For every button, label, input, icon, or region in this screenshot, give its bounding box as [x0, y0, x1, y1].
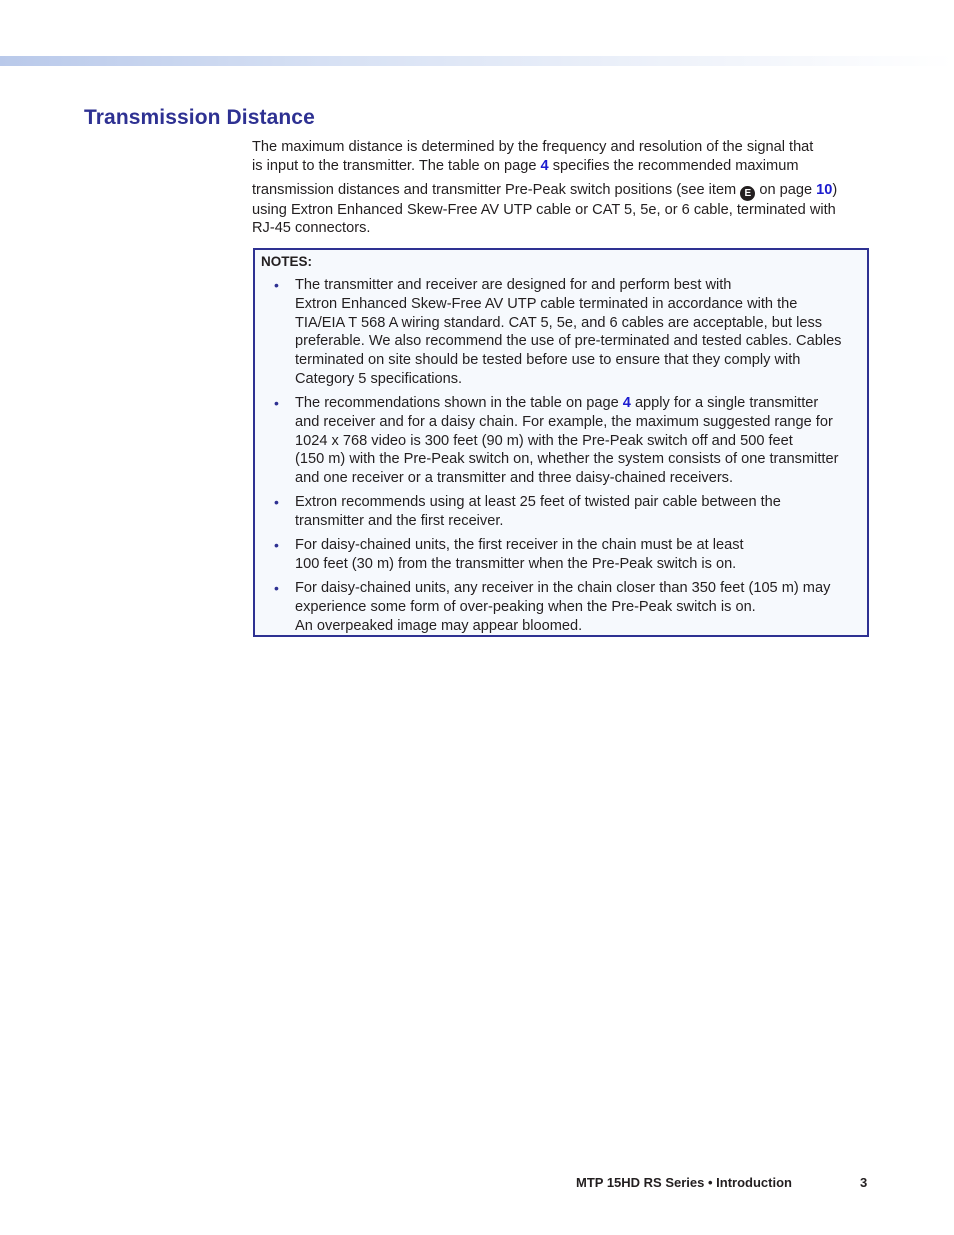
note-5-line: An overpeaked image may appear bloomed. [295, 617, 583, 634]
note-1-line: The transmitter and receiver are designed for and perform best with [295, 277, 732, 293]
note-2-line: 1024 x 768 video is 300 feet (90 m) with the Pre-Peak switch off and 500 feet [295, 432, 793, 449]
page-4-link[interactable]: 4 [540, 157, 549, 174]
bullet-icon: • [274, 395, 279, 411]
intro-line-2 [252, 157, 867, 176]
note-3-line: Extron recommends using at least 25 feet of twisted pair cable between the [295, 494, 781, 510]
intro-line-3-text-a: transmission distances and transmitter Pre-Peak switch positions (see item [252, 181, 741, 198]
header-color-band [0, 56, 954, 66]
intro-line-3 [252, 181, 867, 201]
intro-line-3-text-c: ) [832, 181, 838, 198]
page-4-link[interactable]: 4 [622, 395, 631, 411]
note-2-text-a: The recommendations shown in the table on page [295, 395, 623, 411]
note-2-line [295, 394, 865, 413]
intro-line-5: RJ-45 connectors. [252, 220, 371, 237]
notes-title: NOTES: [261, 254, 313, 269]
intro-line-1: The maximum distance is determined by the frequency and resolution of the signal that [252, 139, 814, 155]
page-10-link[interactable]: 10 [816, 181, 833, 198]
item-e-callout-icon: E [740, 186, 755, 201]
intro-paragraph [252, 138, 867, 238]
note-5-line: For daisy-chained units, any receiver in the chain closer than 350 feet (105 m) may [295, 580, 831, 596]
intro-line-2-text-a: is input to the transmitter. The table on page [252, 157, 541, 174]
bullet-icon: • [274, 494, 279, 510]
note-1-line: TIA/EIA T 568 A wiring standard. CAT 5, 5e, and 6 cables are acceptable, but less [295, 314, 823, 331]
intro-line-4: using Extron Enhanced Skew-Free AV UTP cable or CAT 5, 5e, or 6 cable, terminated with [252, 201, 836, 218]
note-4-line: For daisy-chained units, the first receiver in the chain must be at least [295, 537, 744, 553]
page-number: 3 [860, 1175, 868, 1190]
section-title: Transmission Distance [84, 106, 315, 129]
bullet-icon: • [274, 277, 279, 293]
footer-title: MTP 15HD RS Series • Introduction [576, 1175, 792, 1190]
note-2-line: (150 m) with the Pre-Peak switch on, whether the system consists of one transmitter [295, 451, 839, 468]
note-2-text-b: apply for a single transmitter [630, 395, 819, 411]
note-2-line: and receiver and for a daisy chain. For example, the maximum suggested range for [295, 413, 833, 430]
note-4-line: 100 feet (30 m) from the transmitter when the Pre-Peak switch is on. [295, 555, 737, 572]
notes-box [253, 248, 869, 637]
intro-line-2-text-b: specifies the recommended maximum [548, 157, 799, 174]
note-3-line: transmitter and the first receiver. [295, 512, 504, 529]
note-5-line: experience some form of over-peaking when the Pre-Peak switch is on. [295, 598, 756, 615]
note-1-line: Extron Enhanced Skew-Free AV UTP cable terminated in accordance with the [295, 295, 798, 312]
note-1-line: terminated on site should be tested before use to ensure that they comply with [295, 352, 801, 369]
note-1-line: Category 5 specifications. [295, 370, 463, 387]
note-1-line: preferable. We also recommend the use of pre-terminated and tested cables. Cables [295, 333, 842, 350]
bullet-icon: • [274, 580, 279, 596]
note-2-line: and one receiver or a transmitter and three daisy-chained receivers. [295, 470, 734, 487]
bullet-icon: • [274, 537, 279, 553]
intro-line-3-text-b: on page [755, 181, 817, 198]
